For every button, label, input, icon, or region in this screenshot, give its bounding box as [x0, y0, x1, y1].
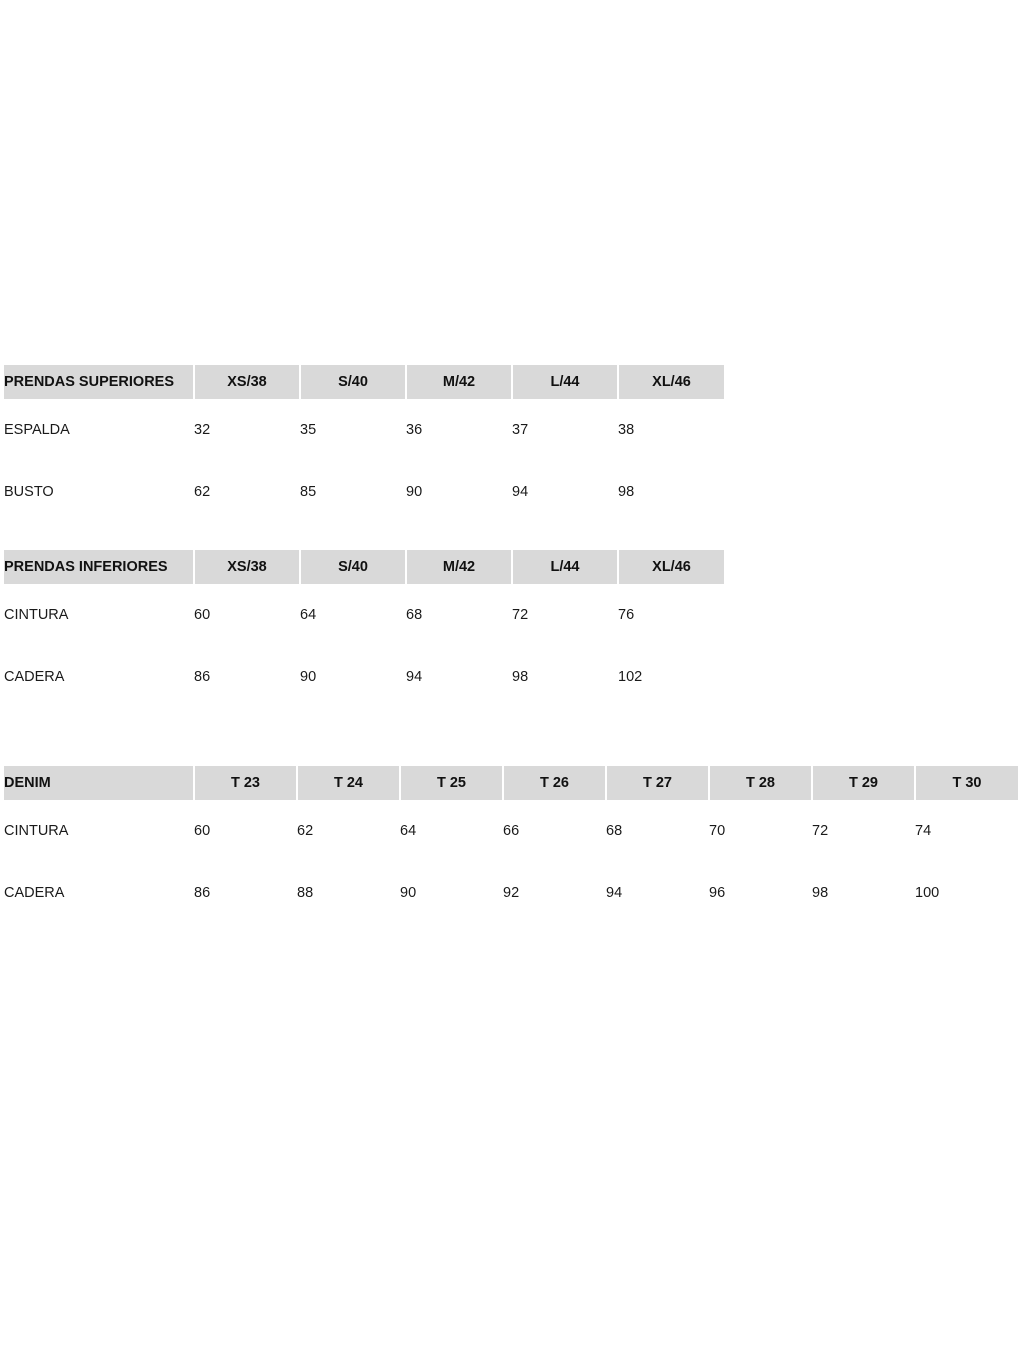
- table-title-cell: DENIM: [4, 766, 194, 800]
- row-label: BUSTO: [4, 461, 194, 523]
- row-label: CADERA: [4, 646, 194, 708]
- column-header-size: T 29: [812, 766, 915, 800]
- row-value: 60: [194, 584, 300, 646]
- row-value: 76: [618, 584, 724, 646]
- row-value: 96: [709, 862, 812, 924]
- column-header-size: M/42: [406, 365, 512, 399]
- row-value: 88: [297, 862, 400, 924]
- column-header-size: XL/46: [618, 365, 724, 399]
- column-header-size: L/44: [512, 550, 618, 584]
- row-value: 62: [297, 800, 400, 862]
- row-value: 60: [194, 800, 297, 862]
- column-header-size: T 28: [709, 766, 812, 800]
- column-header-size: XL/46: [618, 550, 724, 584]
- table-row: [4, 461, 724, 523]
- row-value: 35: [300, 399, 406, 461]
- column-header-size: XS/38: [194, 550, 300, 584]
- row-value: 70: [709, 800, 812, 862]
- row-value: 98: [618, 461, 724, 523]
- row-value: 68: [606, 800, 709, 862]
- row-value: 98: [512, 646, 618, 708]
- column-header-size: XS/38: [194, 365, 300, 399]
- row-label: CINTURA: [4, 584, 194, 646]
- row-value: 94: [406, 646, 512, 708]
- column-header-size: M/42: [406, 550, 512, 584]
- table-title-cell: PRENDAS SUPERIORES: [4, 365, 194, 399]
- column-header-size: T 30: [915, 766, 1018, 800]
- column-header-size: T 25: [400, 766, 503, 800]
- row-value: 72: [512, 584, 618, 646]
- row-value: 66: [503, 800, 606, 862]
- table-header-row: [4, 365, 724, 399]
- row-value: 90: [406, 461, 512, 523]
- row-value: 102: [618, 646, 724, 708]
- row-value: 86: [194, 862, 297, 924]
- row-value: 72: [812, 800, 915, 862]
- table-header-row: [4, 766, 1018, 800]
- row-value: 94: [606, 862, 709, 924]
- row-value: 86: [194, 646, 300, 708]
- row-value: 98: [812, 862, 915, 924]
- row-value: 85: [300, 461, 406, 523]
- row-value: 32: [194, 399, 300, 461]
- table-title-cell: PRENDAS INFERIORES: [4, 550, 194, 584]
- table-prendas-inferiores: [4, 550, 724, 708]
- row-value: 74: [915, 800, 1018, 862]
- row-value: 100: [915, 862, 1018, 924]
- row-value: 68: [406, 584, 512, 646]
- table-row: [4, 646, 724, 708]
- row-value: 90: [300, 646, 406, 708]
- row-value: 92: [503, 862, 606, 924]
- row-value: 64: [300, 584, 406, 646]
- table-prendas-superiores: [4, 365, 724, 523]
- row-value: 90: [400, 862, 503, 924]
- row-value: 36: [406, 399, 512, 461]
- column-header-size: S/40: [300, 550, 406, 584]
- row-value: 62: [194, 461, 300, 523]
- row-label: CADERA: [4, 862, 194, 924]
- row-label: CINTURA: [4, 800, 194, 862]
- table-row: [4, 862, 1018, 924]
- table-header-row: [4, 550, 724, 584]
- row-label: ESPALDA: [4, 399, 194, 461]
- table-row: [4, 800, 1018, 862]
- column-header-size: T 27: [606, 766, 709, 800]
- column-header-size: L/44: [512, 365, 618, 399]
- table-row: [4, 399, 724, 461]
- row-value: 38: [618, 399, 724, 461]
- table-row: [4, 584, 724, 646]
- column-header-size: S/40: [300, 365, 406, 399]
- column-header-size: T 23: [194, 766, 297, 800]
- row-value: 64: [400, 800, 503, 862]
- table-denim: [4, 766, 1018, 924]
- column-header-size: T 24: [297, 766, 400, 800]
- row-value: 37: [512, 399, 618, 461]
- column-header-size: T 26: [503, 766, 606, 800]
- row-value: 94: [512, 461, 618, 523]
